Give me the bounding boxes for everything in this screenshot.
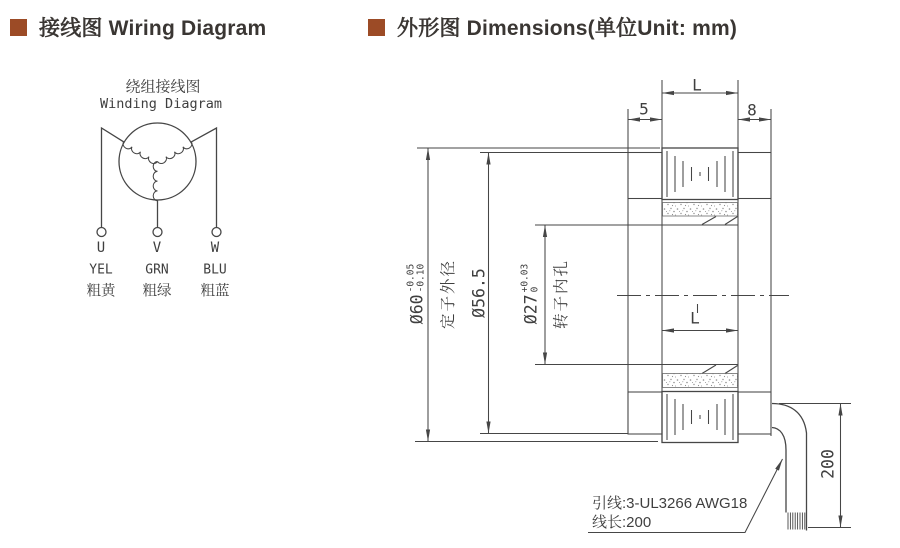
coil-v	[153, 162, 157, 201]
lead-color-cn-w: 粗蓝	[200, 283, 230, 300]
tol-upper: +0.03	[519, 263, 531, 293]
lamination-lines-bottom	[667, 394, 733, 440]
lead-color-code-w: BLU	[203, 262, 227, 278]
dim-cn-text: 转子内孔	[553, 258, 570, 330]
dim-value: Ø56.5	[469, 268, 489, 318]
dim-label-housing-od	[470, 268, 489, 318]
mount-block-top-left	[628, 153, 662, 199]
leader-note-line1: 引线:3-UL3266 AWG18	[592, 495, 748, 512]
lead-terminal-v: V	[152, 240, 162, 256]
tolerance-stack	[521, 264, 542, 293]
dim-label-5: 5	[639, 99, 649, 119]
lead-color-code-v: GRN	[145, 262, 169, 278]
terminal-w	[212, 228, 221, 237]
tol-lower: -0.10	[416, 263, 427, 293]
dim-value: Ø27	[521, 294, 541, 325]
bore-bottom-edge	[663, 365, 738, 374]
winding-title-cn: 绕组接线图	[125, 78, 201, 96]
dim-label-stator-od-cn	[436, 259, 458, 329]
terminal-v	[153, 228, 162, 237]
dim-label-rotor-bore-cn	[549, 259, 571, 329]
section-title: 接线图 Wiring Diagram	[39, 17, 267, 40]
coil-w	[158, 142, 194, 165]
lead-terminal-u: U	[96, 240, 106, 256]
insulation-band-bottom	[663, 374, 738, 388]
terminal-u	[97, 228, 106, 237]
tolerance-stack	[407, 264, 428, 293]
lead-color-cn-v: 粗绿	[142, 283, 172, 300]
coil-u	[121, 142, 157, 165]
mount-block-bottom-left	[628, 392, 662, 434]
stack-edge-lines	[662, 80, 738, 443]
lead-wire-w	[191, 128, 217, 228]
dim-label-stator-od	[407, 264, 428, 324]
lead-cable	[772, 404, 807, 531]
winding-title-en: Winding Diagram	[100, 96, 222, 112]
cable-wire-ends	[788, 513, 805, 530]
dim-label-L-bottom: L	[690, 308, 700, 328]
insulation-band-top	[663, 203, 738, 217]
section-title: 外形图 Dimensions(单位Unit: mm)	[397, 17, 738, 40]
lead-color-code-u: YEL	[89, 262, 113, 278]
dim-cn-text: 定子外径	[440, 258, 457, 330]
dim-label-8: 8	[747, 100, 757, 120]
lead-wire-u	[102, 128, 125, 228]
leader-note-line2: 线长:200	[592, 514, 652, 531]
dim-value: Ø60	[407, 294, 427, 325]
lead-terminal-w: W	[210, 240, 220, 256]
dim-value: 200	[818, 449, 838, 479]
bore-top-edge	[663, 217, 738, 226]
tol-upper: -0.05	[405, 263, 417, 293]
dim-label-200	[819, 449, 838, 479]
dim-label-rotor-bore	[521, 264, 542, 324]
dim-label-L-top: L	[692, 75, 702, 95]
tol-lower: 0	[530, 286, 541, 293]
lead-color-cn-u: 粗黄	[86, 283, 116, 300]
lamination-lines-top	[667, 151, 733, 197]
cable-leader-note	[592, 494, 747, 532]
winding-diagram	[97, 123, 221, 237]
mount-block-top-right	[738, 153, 771, 199]
mount-block-bottom-right	[738, 392, 771, 434]
